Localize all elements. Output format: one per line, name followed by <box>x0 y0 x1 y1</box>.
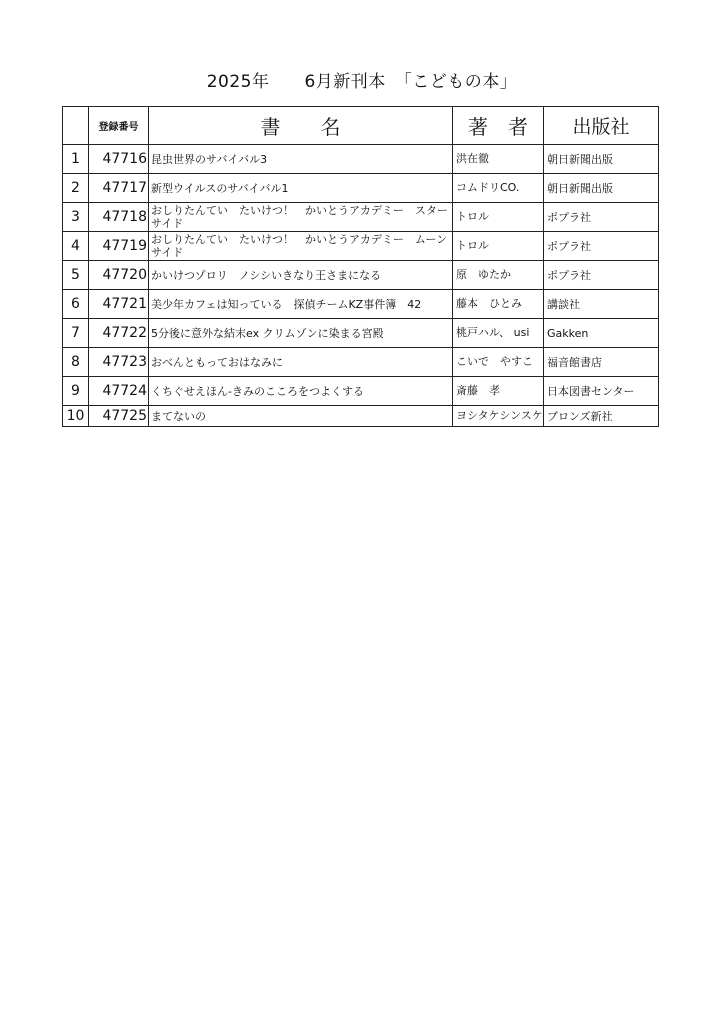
table-row <box>63 232 659 261</box>
registration-number: 47725 <box>89 406 149 427</box>
row-number: 9 <box>63 377 89 406</box>
book-title: 新型ウイルスのサバイバル1 <box>149 174 453 203</box>
book-title: おべんともっておはなみに <box>149 348 453 377</box>
registration-number: 47721 <box>89 290 149 319</box>
author: トロル <box>453 232 544 261</box>
author: ヨシタケシンスケ <box>453 406 544 427</box>
registration-number: 47716 <box>89 145 149 174</box>
row-number: 10 <box>63 406 89 427</box>
publisher: ポプラ社 <box>544 261 659 290</box>
table-row <box>63 348 659 377</box>
registration-number: 47723 <box>89 348 149 377</box>
header-book-title: 書 名 <box>149 107 453 145</box>
publisher: Gakken <box>544 319 659 348</box>
author: 藤本 ひとみ <box>453 290 544 319</box>
author: 原 ゆたか <box>453 261 544 290</box>
author: 桃戸ハル、 usi <box>453 319 544 348</box>
row-number: 2 <box>63 174 89 203</box>
row-number: 3 <box>63 203 89 232</box>
header-number <box>63 107 89 145</box>
table-header-row <box>63 107 659 145</box>
registration-number: 47718 <box>89 203 149 232</box>
author: こいで やすこ <box>453 348 544 377</box>
registration-number: 47717 <box>89 174 149 203</box>
row-number: 1 <box>63 145 89 174</box>
publisher: 朝日新聞出版 <box>544 174 659 203</box>
publisher: 福音館書店 <box>544 348 659 377</box>
author: コムドリCO. <box>453 174 544 203</box>
book-title: おしりたんてい たいけつ！ かいとうアカデミー ムーンサイド <box>149 232 453 261</box>
header-publisher: 出版社 <box>544 107 659 145</box>
row-number: 4 <box>63 232 89 261</box>
table-row <box>63 377 659 406</box>
table-row <box>63 203 659 232</box>
table-row <box>63 145 659 174</box>
new-books-table <box>62 106 659 427</box>
author: 斎藤 孝 <box>453 377 544 406</box>
row-number: 8 <box>63 348 89 377</box>
publisher: 講談社 <box>544 290 659 319</box>
registration-number: 47720 <box>89 261 149 290</box>
registration-number: 47719 <box>89 232 149 261</box>
registration-number: 47724 <box>89 377 149 406</box>
table-row <box>63 261 659 290</box>
book-title: 昆虫世界のサバイバル3 <box>149 145 453 174</box>
book-title: 美少年カフェは知っている 探偵チームKZ事件簿 42 <box>149 290 453 319</box>
publisher: 朝日新聞出版 <box>544 145 659 174</box>
table-row <box>63 290 659 319</box>
header-registration: 登録番号 <box>89 107 149 145</box>
book-title: 5分後に意外な結末ex クリムゾンに染まる宮殿 <box>149 319 453 348</box>
publisher: 日本図書センター <box>544 377 659 406</box>
row-number: 6 <box>63 290 89 319</box>
book-title: くちぐせえほん-きみのこころをつよくする <box>149 377 453 406</box>
publisher: ポプラ社 <box>544 203 659 232</box>
registration-number: 47722 <box>89 319 149 348</box>
table-row <box>63 319 659 348</box>
page-title: 2025年 6月新刊本 「こどもの本」 <box>206 72 518 92</box>
publisher: ブロンズ新社 <box>544 406 659 427</box>
header-author: 著 者 <box>453 107 544 145</box>
table-row <box>63 174 659 203</box>
row-number: 5 <box>63 261 89 290</box>
publisher: ポプラ社 <box>544 232 659 261</box>
book-title: まてないの <box>149 406 453 427</box>
table-row <box>63 406 659 427</box>
book-title: おしりたんてい たいけつ！ かいとうアカデミー スターサイド <box>149 203 453 232</box>
row-number: 7 <box>63 319 89 348</box>
author: 洪在徹 <box>453 145 544 174</box>
author: トロル <box>453 203 544 232</box>
book-title: かいけつゾロリ ノシシいきなり王さまになる <box>149 261 453 290</box>
